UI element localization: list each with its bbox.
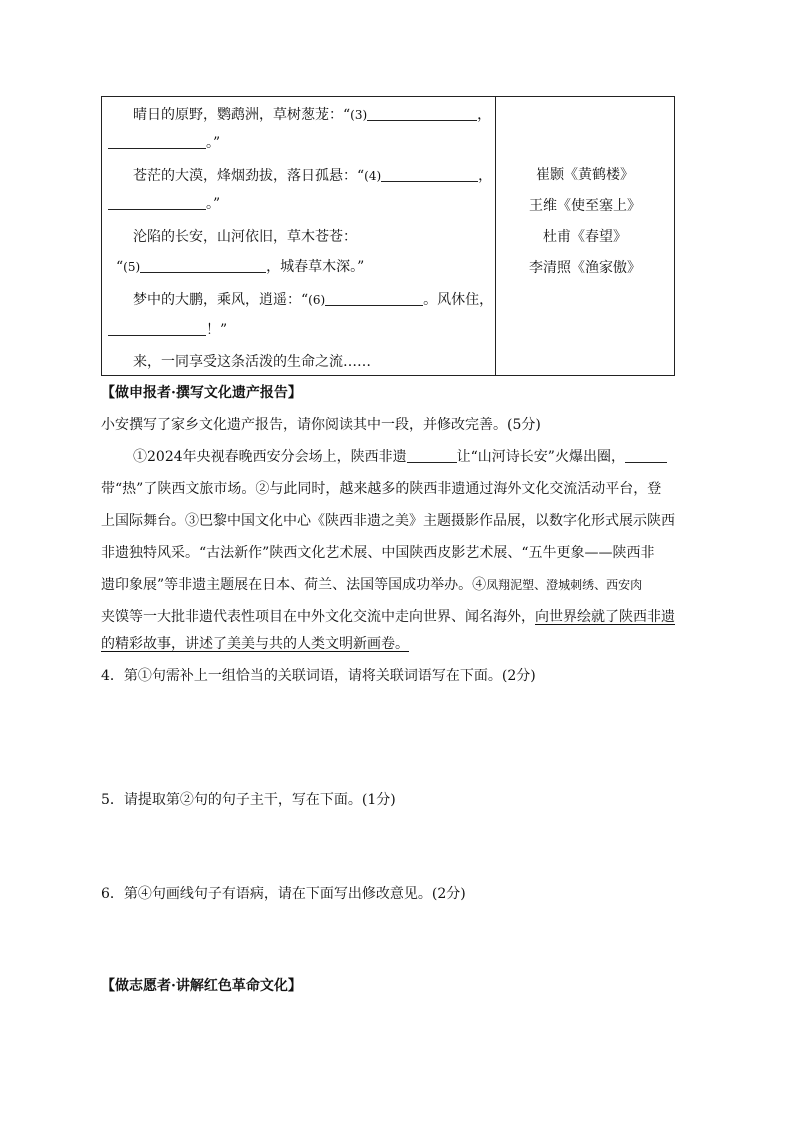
- underlined-sentence-part-2: 的精彩故事，讲述了美美与共的人类文明新画卷。: [101, 636, 409, 652]
- poem-line-9-text: 来，一同享受这条活泼的生命之流……: [133, 354, 371, 370]
- question-4: 4．第①句需补上一组恰当的关联词语，请将关联词语写在下面。(2分): [101, 668, 536, 684]
- question-6: 6．第④句画线句子有语病，请在下面写出修改意见。(2分): [101, 886, 466, 902]
- poem-table: [101, 96, 675, 376]
- connective-blank-2[interactable]: [625, 448, 667, 463]
- section-title-volunteer: 【做志愿者·讲解红色革命文化】: [101, 978, 302, 994]
- poem-line-7-text: 梦中的大鹏，乘风，逍遥：“: [133, 292, 309, 308]
- authors-cell: [496, 97, 674, 375]
- poem-line-7-end: 。风休住，: [423, 292, 494, 308]
- author-1: 崔颢《黄鹤楼》: [536, 167, 634, 183]
- poem-cell: [102, 97, 496, 375]
- poem-line-6-end: ，城春草木深。”: [266, 259, 365, 275]
- poem-line-1: [133, 106, 491, 124]
- section-title-heritage: 【做申报者·撰写文化遗产报告】: [101, 385, 302, 401]
- passage-line-2: 带“热”了陕西文旅市场。②与此同时，越来越多的陕西非遗通过海外文化交流活动平台，登: [101, 481, 662, 497]
- poem-line-4-end: 。”: [206, 196, 221, 212]
- author-3: 杜甫《春望》: [543, 229, 627, 245]
- answer-blank-4b[interactable]: [108, 195, 206, 210]
- section-intro: 小安撰写了家乡文化遗产报告，请你阅读其中一段，并修改完善。(5分): [101, 417, 541, 433]
- poem-line-5-text: 沦陷的长安，山河依旧，草木苍苍：: [133, 229, 357, 245]
- poem-line-3-end: ，: [478, 168, 493, 184]
- poem-line-2-end: 。”: [206, 135, 221, 151]
- passage-line-1: [133, 448, 667, 466]
- blank-number-5: (5): [123, 260, 141, 274]
- passage-line-6a: 夹馍等一大批非遗代表性项目在中外文化交流中走向世界、闻名海外，: [101, 609, 535, 625]
- blank-number-3: (3): [350, 108, 368, 122]
- answer-blank-5[interactable]: [140, 258, 266, 273]
- poem-line-5: [133, 228, 357, 246]
- passage-line-1b: 让“山河诗长安”火爆出圈，: [456, 449, 625, 465]
- passage-line-3: 上国际舞台。③巴黎中国文化中心《陕西非遗之美》主题摄影作品展，以数字化形式展示陕西: [101, 513, 675, 529]
- answer-blank-3b[interactable]: [108, 134, 206, 149]
- underlined-sentence-part-1: 向世界绘就了陕西非遗: [535, 609, 675, 625]
- answer-blank-4a[interactable]: [381, 167, 478, 182]
- passage-line-5a: 遗印象展”等非遗主题展在日本、荷兰、法国等国成功举办。④: [101, 577, 487, 593]
- poem-line-6: [116, 258, 364, 276]
- question-5: 5．请提取第②句的句子主干，写在下面。(1分): [101, 792, 396, 808]
- answer-blank-6a[interactable]: [325, 291, 423, 306]
- poem-line-8-end: ！”: [206, 322, 228, 338]
- passage-line-1a: ①2024年央视春晚西安分会场上，陕西非遗: [133, 449, 407, 465]
- poem-line-6-open: “: [116, 259, 124, 275]
- passage-line-5b: 凤翔泥塑、澄城刺绣、西安肉: [486, 578, 643, 592]
- blank-number-4: (4): [364, 169, 382, 183]
- poem-line-3: [133, 167, 492, 185]
- poem-line-1-text: 晴日的原野，鹦鹉洲，草树葱茏：“: [133, 107, 351, 123]
- author-2: 王维《使至塞上》: [529, 198, 641, 214]
- passage-line-5: [101, 576, 642, 594]
- passage-line-6: [101, 608, 675, 626]
- poem-line-8: [108, 321, 227, 339]
- answer-blank-6b[interactable]: [108, 321, 206, 336]
- poem-line-2: [108, 134, 220, 152]
- poem-line-9: [133, 353, 371, 371]
- answer-blank-3a[interactable]: [367, 106, 477, 121]
- poem-line-3-text: 苍茫的大漠，烽烟劲拔，落日孤悬：“: [133, 168, 365, 184]
- connective-blank-1[interactable]: [407, 448, 457, 463]
- poem-line-7: [133, 291, 493, 309]
- poem-line-1-end: ，: [477, 107, 492, 123]
- blank-number-6: (6): [308, 293, 326, 307]
- poem-line-4: [108, 195, 220, 213]
- author-4: 李清照《渔家傲》: [529, 260, 641, 276]
- passage-line-4: 非遗独特风采。“古法新作”陕西文化艺术展、中国陕西皮影艺术展、“五牛更象——陕西非: [101, 545, 655, 561]
